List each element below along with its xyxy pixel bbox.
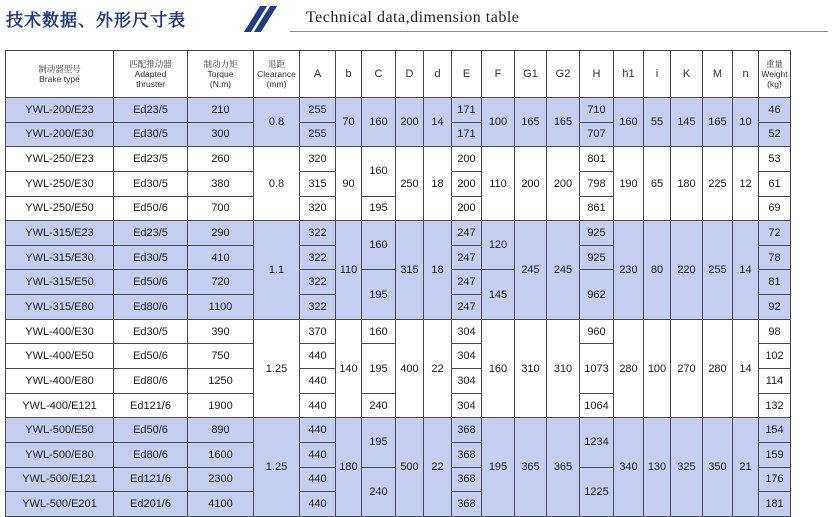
cell-torque: 4100 <box>188 492 254 517</box>
cell-C: 160 <box>362 147 396 196</box>
header-E: E <box>452 51 482 98</box>
cell-torque: 700 <box>188 196 254 221</box>
cell-F: 110 <box>482 147 515 221</box>
cell-d: 18 <box>424 147 452 221</box>
cell-model: YWL-400/E30 <box>6 319 114 344</box>
cell-A: 440 <box>300 369 336 394</box>
cell-weight: 52 <box>759 122 791 147</box>
cell-C: 160 <box>362 319 396 344</box>
cell-H: 962 <box>580 270 614 319</box>
cell-G2: 310 <box>547 319 580 418</box>
cell-clearance: 0.8 <box>254 98 300 147</box>
cell-M: 165 <box>703 98 733 147</box>
cell-A: 440 <box>300 442 336 467</box>
cell-torque: 750 <box>188 344 254 369</box>
cell-F: 120 <box>482 221 515 270</box>
cell-model: YWL-315/E50 <box>6 270 114 295</box>
cell-D: 200 <box>396 98 424 147</box>
cell-E: 304 <box>452 319 482 344</box>
cell-d: 18 <box>424 221 452 320</box>
cell-h1: 160 <box>614 98 644 147</box>
cell-thruster: Ed50/6 <box>114 270 188 295</box>
cell-thruster: Ed201/6 <box>114 492 188 517</box>
cell-K: 220 <box>671 221 703 320</box>
cell-G1: 245 <box>515 221 547 320</box>
header-G2: G2 <box>547 51 580 98</box>
cell-d: 14 <box>424 98 452 147</box>
cell-E: 200 <box>452 147 482 172</box>
cell-E: 247 <box>452 221 482 246</box>
header-weight: 重量 Weight (kg) <box>759 51 791 98</box>
cell-h1: 230 <box>614 221 644 320</box>
cell-torque: 410 <box>188 245 254 270</box>
header-A: A <box>300 51 336 98</box>
cell-model: YWL-250/E30 <box>6 171 114 196</box>
cell-thruster: Ed30/5 <box>114 122 188 147</box>
cell-A: 315 <box>300 171 336 196</box>
cell-E: 304 <box>452 393 482 418</box>
cell-A: 255 <box>300 122 336 147</box>
cell-n: 12 <box>733 147 759 221</box>
cell-C: 240 <box>362 393 396 418</box>
cell-A: 440 <box>300 467 336 492</box>
header-h1: h1 <box>614 51 644 98</box>
header-F: F <box>482 51 515 98</box>
cell-thruster: Ed23/5 <box>114 147 188 172</box>
header-n: n <box>733 51 759 98</box>
cell-model: YWL-200/E23 <box>6 98 114 123</box>
cell-thruster: Ed50/6 <box>114 196 188 221</box>
cell-H: 925 <box>580 221 614 246</box>
cell-torque: 300 <box>188 122 254 147</box>
cell-torque: 720 <box>188 270 254 295</box>
table-row <box>6 221 791 246</box>
cell-torque: 390 <box>188 319 254 344</box>
cell-model: YWL-250/E23 <box>6 147 114 172</box>
table-row <box>6 319 791 344</box>
table-row <box>6 147 791 172</box>
cell-A: 322 <box>300 245 336 270</box>
cell-F: 145 <box>482 270 515 319</box>
cell-G1: 165 <box>515 98 547 147</box>
header-D: D <box>396 51 424 98</box>
cell-C: 160 <box>362 221 396 270</box>
cell-model: YWL-315/E30 <box>6 245 114 270</box>
cell-A: 320 <box>300 196 336 221</box>
page-header <box>0 0 834 40</box>
header-model: 制动器型号 Brake type <box>6 51 114 98</box>
cell-E: 304 <box>452 344 482 369</box>
cell-h1: 340 <box>614 418 644 517</box>
cell-i: 100 <box>644 319 671 418</box>
table-row <box>6 418 791 443</box>
cell-i: 65 <box>644 147 671 221</box>
cell-i: 55 <box>644 98 671 147</box>
cell-weight: 154 <box>759 418 791 443</box>
cell-weight: 81 <box>759 270 791 295</box>
cell-E: 247 <box>452 270 482 295</box>
cell-weight: 181 <box>759 492 791 517</box>
header-clearance: 退距 Clearance (mm) <box>254 51 300 98</box>
cell-model: YWL-400/E121 <box>6 393 114 418</box>
cell-M: 255 <box>703 221 733 320</box>
cell-E: 200 <box>452 171 482 196</box>
cell-i: 80 <box>644 221 671 320</box>
cell-A: 255 <box>300 98 336 123</box>
cell-model: YWL-500/E50 <box>6 418 114 443</box>
cell-F: 195 <box>482 418 515 517</box>
cell-H: 710 <box>580 98 614 123</box>
cell-C: 195 <box>362 196 396 221</box>
cell-K: 145 <box>671 98 703 147</box>
table-header-row <box>6 51 791 98</box>
header-torque: 制动力矩 Torque (N.m) <box>188 51 254 98</box>
cell-G2: 365 <box>547 418 580 517</box>
cell-F: 100 <box>482 98 515 147</box>
cell-clearance: 0.8 <box>254 147 300 221</box>
cell-E: 171 <box>452 122 482 147</box>
cell-i: 130 <box>644 418 671 517</box>
cell-A: 320 <box>300 147 336 172</box>
cell-weight: 61 <box>759 171 791 196</box>
cell-clearance: 1.1 <box>254 221 300 320</box>
cell-thruster: Ed80/6 <box>114 369 188 394</box>
cell-C: 195 <box>362 270 396 319</box>
cell-model: YWL-315/E23 <box>6 221 114 246</box>
cell-h1: 280 <box>614 319 644 418</box>
header-H: H <box>580 51 614 98</box>
cell-weight: 53 <box>759 147 791 172</box>
cell-b: 110 <box>336 221 362 320</box>
cell-model: YWL-400/E80 <box>6 369 114 394</box>
cell-h1: 190 <box>614 147 644 221</box>
cell-E: 368 <box>452 467 482 492</box>
cell-H: 861 <box>580 196 614 221</box>
cell-weight: 46 <box>759 98 791 123</box>
cell-thruster: Ed50/6 <box>114 344 188 369</box>
cell-H: 798 <box>580 171 614 196</box>
cell-A: 322 <box>300 295 336 320</box>
cell-G2: 245 <box>547 221 580 320</box>
cell-torque: 890 <box>188 418 254 443</box>
cell-thruster: Ed121/6 <box>114 393 188 418</box>
cell-A: 322 <box>300 270 336 295</box>
cell-C: 195 <box>362 418 396 467</box>
cell-H: 1225 <box>580 467 614 516</box>
cell-d: 22 <box>424 319 452 418</box>
cell-H: 925 <box>580 245 614 270</box>
cell-H: 1064 <box>580 393 614 418</box>
dimension-table <box>5 50 791 517</box>
cell-A: 440 <box>300 418 336 443</box>
cell-torque: 210 <box>188 98 254 123</box>
cell-G1: 310 <box>515 319 547 418</box>
cell-thruster: Ed30/5 <box>114 171 188 196</box>
cell-H: 960 <box>580 319 614 344</box>
cell-model: YWL-500/E80 <box>6 442 114 467</box>
cell-K: 325 <box>671 418 703 517</box>
cell-torque: 2300 <box>188 467 254 492</box>
cell-model: YWL-315/E80 <box>6 295 114 320</box>
cell-clearance: 1.25 <box>254 319 300 418</box>
cell-torque: 1600 <box>188 442 254 467</box>
cell-D: 250 <box>396 147 424 221</box>
header-i: i <box>644 51 671 98</box>
title-chinese: 技术数据、外形尺寸表 <box>6 11 186 31</box>
cell-b: 180 <box>336 418 362 517</box>
cell-thruster: Ed80/6 <box>114 442 188 467</box>
cell-weight: 72 <box>759 221 791 246</box>
cell-E: 368 <box>452 492 482 517</box>
cell-thruster: Ed121/6 <box>114 467 188 492</box>
cell-thruster: Ed23/5 <box>114 98 188 123</box>
cell-thruster: Ed30/5 <box>114 319 188 344</box>
cell-n: 14 <box>733 319 759 418</box>
cell-E: 368 <box>452 442 482 467</box>
cell-G2: 200 <box>547 147 580 221</box>
cell-F: 160 <box>482 319 515 418</box>
cell-A: 370 <box>300 319 336 344</box>
header-G1: G1 <box>515 51 547 98</box>
cell-C: 195 <box>362 344 396 393</box>
cell-A: 322 <box>300 221 336 246</box>
cell-thruster: Ed23/5 <box>114 221 188 246</box>
cell-torque: 1900 <box>188 393 254 418</box>
cell-weight: 159 <box>759 442 791 467</box>
header-rule <box>290 31 828 32</box>
cell-b: 90 <box>336 147 362 221</box>
cell-n: 10 <box>733 98 759 147</box>
cell-thruster: Ed30/5 <box>114 245 188 270</box>
cell-H: 801 <box>580 147 614 172</box>
header-b: b <box>336 51 362 98</box>
cell-model: YWL-500/E201 <box>6 492 114 517</box>
cell-C: 240 <box>362 467 396 516</box>
cell-A: 440 <box>300 393 336 418</box>
cell-E: 247 <box>452 245 482 270</box>
cell-G1: 365 <box>515 418 547 517</box>
header-M: M <box>703 51 733 98</box>
cell-model: YWL-400/E50 <box>6 344 114 369</box>
cell-K: 180 <box>671 147 703 221</box>
cell-n: 21 <box>733 418 759 517</box>
cell-M: 280 <box>703 319 733 418</box>
cell-D: 315 <box>396 221 424 320</box>
header-C: C <box>362 51 396 98</box>
cell-A: 440 <box>300 344 336 369</box>
cell-D: 400 <box>396 319 424 418</box>
cell-E: 368 <box>452 418 482 443</box>
cell-E: 171 <box>452 98 482 123</box>
cell-thruster: Ed80/6 <box>114 295 188 320</box>
cell-weight: 102 <box>759 344 791 369</box>
cell-weight: 114 <box>759 369 791 394</box>
table-row <box>6 98 791 123</box>
cell-E: 247 <box>452 295 482 320</box>
cell-D: 500 <box>396 418 424 517</box>
cell-weight: 69 <box>759 196 791 221</box>
cell-torque: 380 <box>188 171 254 196</box>
cell-M: 225 <box>703 147 733 221</box>
cell-d: 22 <box>424 418 452 517</box>
cell-E: 304 <box>452 369 482 394</box>
cell-model: YWL-500/E121 <box>6 467 114 492</box>
title-english: Technical data,dimension table <box>306 9 520 26</box>
cell-thruster: Ed50/6 <box>114 418 188 443</box>
cell-torque: 290 <box>188 221 254 246</box>
cell-K: 270 <box>671 319 703 418</box>
cell-weight: 132 <box>759 393 791 418</box>
header-d: d <box>424 51 452 98</box>
cell-torque: 260 <box>188 147 254 172</box>
cell-model: YWL-200/E30 <box>6 122 114 147</box>
cell-b: 70 <box>336 98 362 147</box>
cell-G1: 200 <box>515 147 547 221</box>
cell-H: 707 <box>580 122 614 147</box>
cell-weight: 98 <box>759 319 791 344</box>
cell-weight: 92 <box>759 295 791 320</box>
cell-H: 1234 <box>580 418 614 467</box>
cell-E: 200 <box>452 196 482 221</box>
cell-G2: 165 <box>547 98 580 147</box>
cell-C: 160 <box>362 98 396 147</box>
cell-weight: 176 <box>759 467 791 492</box>
cell-torque: 1100 <box>188 295 254 320</box>
cell-weight: 78 <box>759 245 791 270</box>
cell-clearance: 1.25 <box>254 418 300 517</box>
cell-A: 440 <box>300 492 336 517</box>
header-K: K <box>671 51 703 98</box>
cell-b: 140 <box>336 319 362 418</box>
cell-H: 1073 <box>580 344 614 393</box>
cell-n: 14 <box>733 221 759 320</box>
header-thruster: 匹配推动器 Adapted thruster <box>114 51 188 98</box>
cell-torque: 1250 <box>188 369 254 394</box>
cell-model: YWL-250/E50 <box>6 196 114 221</box>
cell-M: 350 <box>703 418 733 517</box>
